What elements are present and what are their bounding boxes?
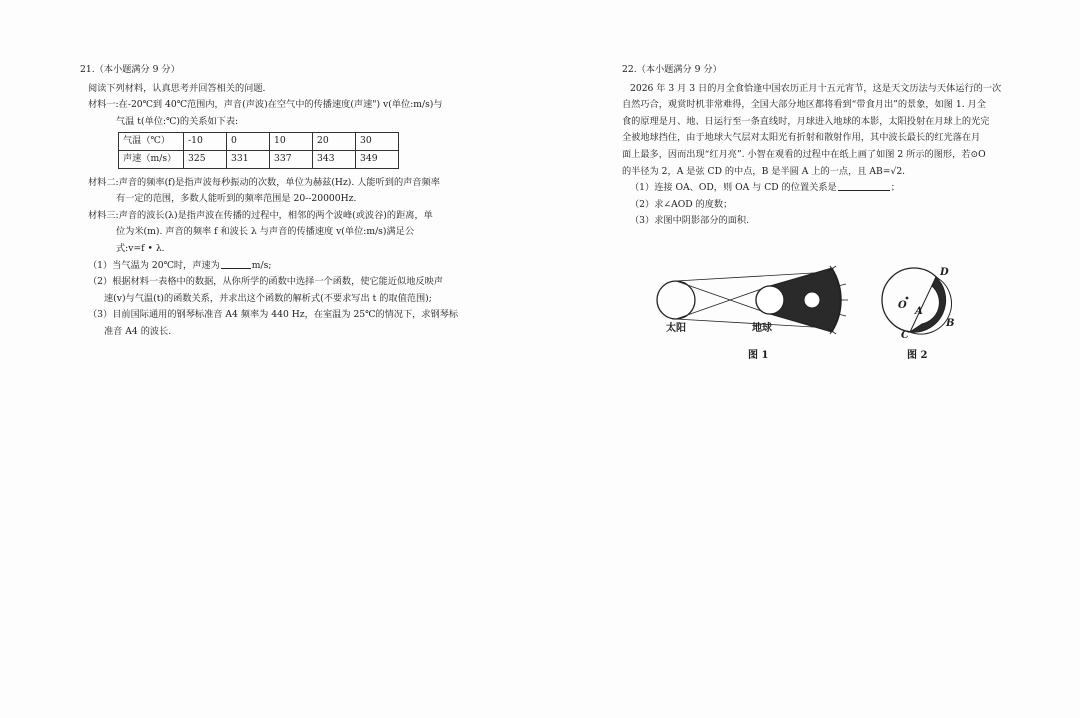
- answer-blank[interactable]: [838, 180, 890, 191]
- q21-material-2-line-2: 有一定的范围，多数人能听到的频率范围是 20--20000Hz.: [116, 193, 357, 205]
- q22-line-2: 自然巧合，观赏时机非常难得，全国大部分地区都将看到“带食月出”的景象，如图 1. 月全: [622, 99, 986, 111]
- q22-header: 22.（本小题满分 9 分）: [622, 64, 722, 75]
- sun-circle: [657, 281, 695, 319]
- table-cell: 337: [270, 150, 313, 168]
- fig2-label-O: O: [898, 300, 907, 311]
- q22-sub-1: [622, 180, 1012, 197]
- fig2-label-B: B: [946, 318, 955, 329]
- table-cell: -10: [184, 133, 227, 151]
- q21-sub-3-line-2: 准音 A4 的波长.: [104, 325, 172, 337]
- q21-sub-1: [80, 258, 470, 275]
- q22-sub-2: （2）求∠AOD 的度数；: [630, 198, 733, 210]
- moon-circle: [804, 292, 820, 308]
- q22-line-1: 2026 年 3 月 3 日的月全食恰逢中国农历正月十五元宵节，这是天文历法与天体运行的一次: [630, 82, 1002, 94]
- q21-material-3-line-2: 位为米(m). 声音的频率 f 和波长 λ 与声音的传播速度 v(单位:m/s)满足公: [116, 226, 415, 238]
- q21-material-2-line-1: 材料二:声音的频率(f)是指声波每秒振动的次数，单位为赫兹(Hz). 人能听到的声音频率: [88, 176, 440, 188]
- table-cell: 325: [184, 150, 227, 168]
- q22-sub-1-text: （1）连接 OA、OD，则 OA 与 CD 的位置关系是: [630, 182, 837, 194]
- q21-material-3-line-1: 材料三:声音的波长(λ)是指声波在传播的过程中，相邻的两个波峰(或波谷)的距离，单: [88, 209, 433, 221]
- table-cell: 10: [270, 133, 313, 151]
- q21-intro: 阅读下列材料，认真思考并回答相关的问题.: [88, 82, 266, 94]
- table-row: [119, 133, 399, 151]
- q22-line-4: 全被地球挡住，由于地球大气层对太阳光有折射和散射作用，其中波长最长的红光落在月: [622, 132, 981, 144]
- earth-label: 地球: [752, 323, 772, 334]
- q22-sub-1-end: ；: [890, 182, 900, 194]
- table-row: [119, 150, 399, 168]
- q22-line-5: 面上最多，因而出现“红月亮”. 小智在观看的过程中在纸上画了如图 2 所示的图形，若⊙O: [622, 148, 986, 160]
- answer-blank[interactable]: [221, 258, 251, 269]
- q21-material-1-line-1: 材料一:在-20℃到 40℃范围内，声音(声波)在空气中的传播速度(声速") v(单位:m/s)与: [88, 99, 443, 111]
- q21-header: 21.（本小题满分 9 分）: [80, 64, 180, 75]
- table-cell: 349: [356, 150, 399, 168]
- question-22: [622, 62, 1012, 230]
- fig2-label-D: D: [940, 267, 949, 278]
- table-cell: 声速（m/s）: [119, 150, 184, 168]
- q21-sub-1-text: （1）当气温为 20℃时，声速为: [88, 259, 220, 271]
- q22-line-6: 的半径为 2，A 是弦 CD 的中点，B 是半圆 A 上的一点，且 AB=√2.: [622, 165, 906, 177]
- table-cell: 气温（℃）: [119, 133, 184, 151]
- q22-line-3: 食的原理是月、地、日运行至一条直线时，月球进入地球的本影，太阳投射在月球上的光完: [622, 115, 990, 127]
- q21-sub-1-unit: m/s;: [251, 259, 272, 271]
- q21-material-3-line-3: 式:v=f • λ.: [116, 242, 165, 254]
- table-cell: 343: [313, 150, 356, 168]
- figure-2-caption: 图 2: [907, 350, 928, 361]
- q21-material-1-line-2: 气温 t(单位:℃)的关系如下表:: [116, 115, 239, 127]
- table-cell: 331: [227, 150, 270, 168]
- q22-figures: [652, 262, 992, 367]
- figure-1-caption: 图 1: [748, 350, 769, 361]
- q21-sub-3-line-1: （3）目前国际通用的钢琴标准音 A4 频率为 440 Hz，在室温为 25℃的情况下，求钢琴标: [88, 309, 459, 321]
- sun-label: 太阳: [666, 323, 686, 334]
- q22-sub-3: （3）求图中阴影部分的面积.: [630, 215, 750, 227]
- table-cell: 0: [227, 133, 270, 151]
- q21-sub-2-line-1: （2）根据材料一表格中的数据，从你所学的函数中选择一个函数，使它能近似地反映声: [88, 276, 443, 288]
- q21-sub-2-line-2: 速(v)与气温(t)的函数关系，并求出这个函数的解析式(不要求写出 t 的取值范围);: [104, 292, 432, 304]
- question-21: [80, 62, 470, 341]
- table-cell: 30: [356, 133, 399, 151]
- fig2-label-A: A: [915, 306, 923, 317]
- table-cell: 20: [313, 133, 356, 151]
- fig2-label-C: C: [901, 330, 909, 341]
- q21-data-table: [118, 132, 399, 168]
